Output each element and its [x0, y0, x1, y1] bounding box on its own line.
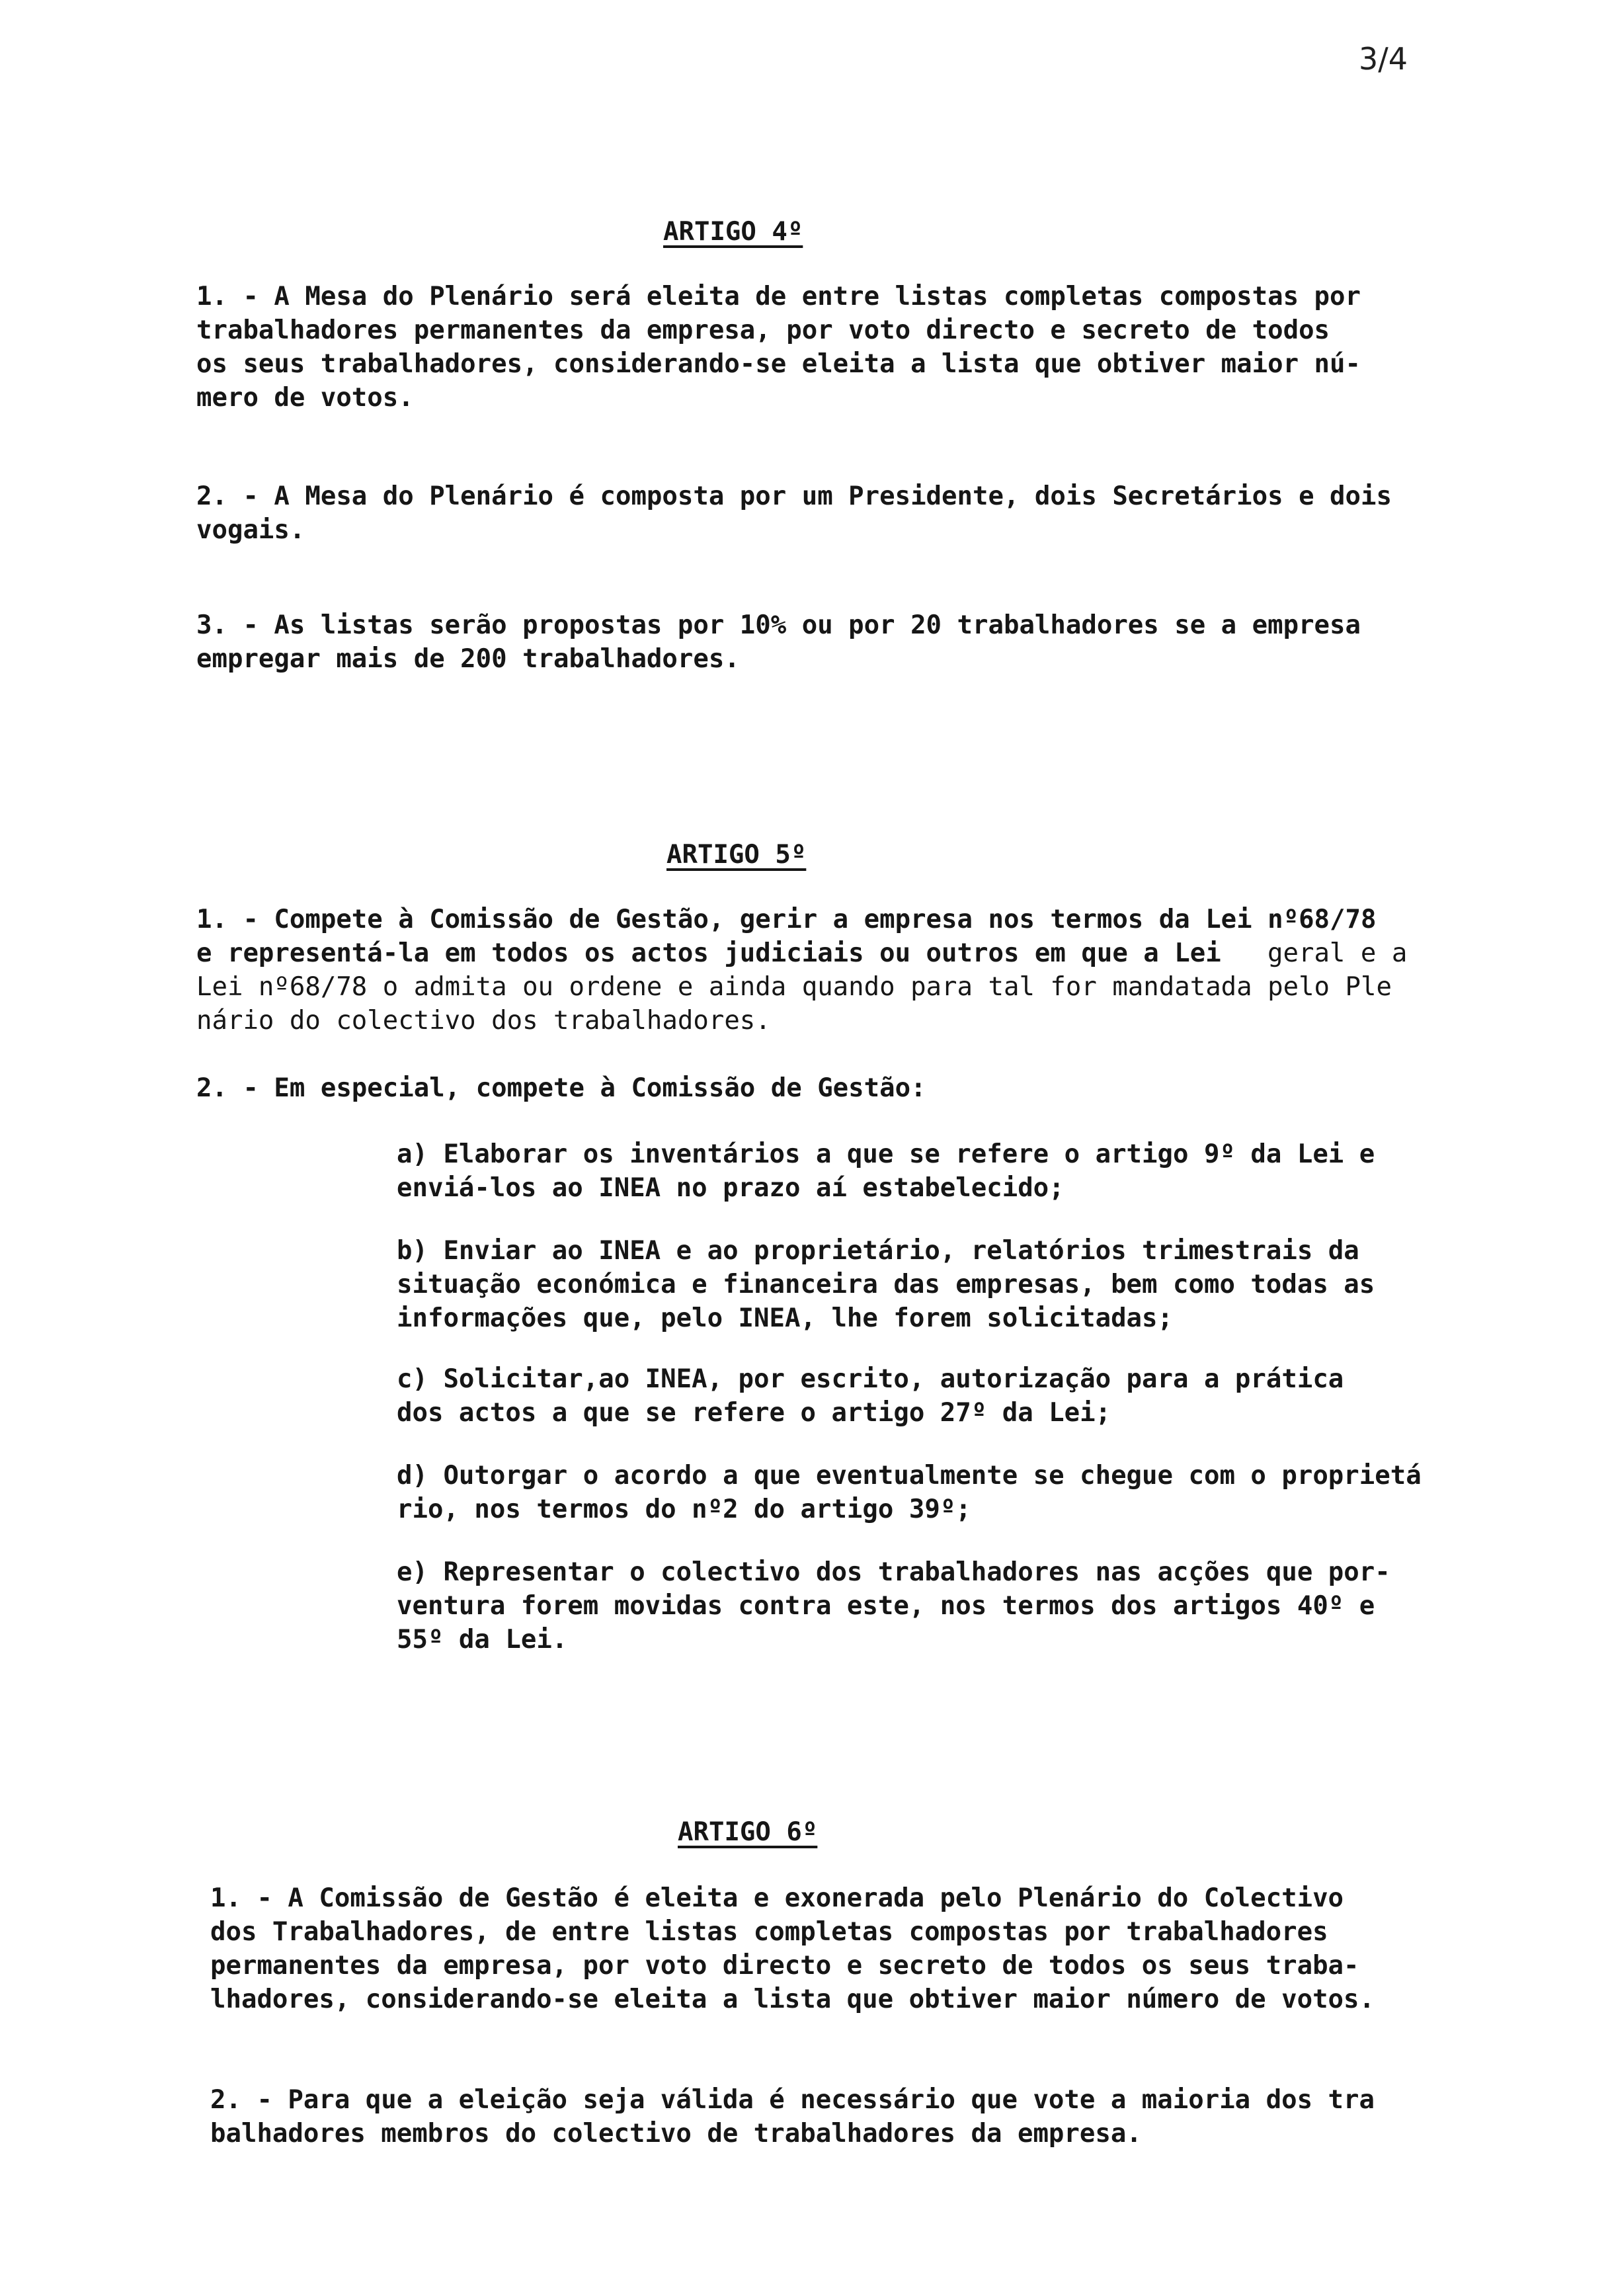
- artigo-4-paragraph-1: 1. - A Mesa do Plenário será eleita de entre listas completas compostas por trabalhadores permanentes da empresa, por voto directo e secreto de todos os seus trabalhadores, considerando-se eleita a lista que obtiver maior nú- mero de votos.: [196, 282, 1361, 413]
- artigo-4-paragraph-2: 2. - A Mesa do Plenário é composta por um Presidente, dois Secretários e dois vogais.: [196, 481, 1392, 545]
- artigo-5-paragraph-1-part-2: geral e a Lei nº68/78 o admita ou ordene e ainda quando para tal for mandatada pelo Ple nário do colectivo dos trabalhadores.: [196, 938, 1408, 1036]
- artigo-5-paragraph-1-part-1: 1. - Compete à Comissão de Gestão, gerir a empresa nos termos da Lei nº68/78 e representá-la em todos os actos judiciais ou outros em que a Lei: [196, 905, 1377, 968]
- artigo-4-heading: ARTIGO 4º: [663, 217, 803, 247]
- artigo-6-heading: ARTIGO 6º: [678, 1817, 818, 1847]
- artigo-5-item-b: b) Enviar ao INEA e ao proprietário, relatórios trimestrais da situação económica e financeira das empresas, bem como todas as informações que, pelo INEA, lhe forem solicitadas;: [397, 1236, 1375, 1333]
- artigo-5-item-e: e) Representar o colectivo dos trabalhadores nas acções que por- ventura forem movidas contra este, nos termos dos artigos 40º e 55º da Lei.: [397, 1557, 1390, 1655]
- page-number: 3/4: [1359, 41, 1408, 77]
- artigo-5-paragraph-2: 2. - Em especial, compete à Comissão de Gestão:: [196, 1073, 926, 1103]
- artigo-5-item-c: c) Solicitar,ao INEA, por escrito, autorização para a prática dos actos a que se refere o artigo 27º da Lei;: [397, 1364, 1344, 1428]
- artigo-4-paragraph-3: 3. - As listas serão propostas por 10% ou por 20 trabalhadores se a empresa empregar mais de 200 trabalhadores.: [196, 610, 1361, 674]
- artigo-5-item-d: d) Outorgar o acordo a que eventualmente se chegue com o proprietá rio, nos termos do nº2 do artigo 39º;: [397, 1461, 1422, 1524]
- artigo-5-item-a: a) Elaborar os inventários a que se refere o artigo 9º da Lei e enviá-los ao INEA no prazo aí estabelecido;: [397, 1139, 1375, 1203]
- artigo-5-heading: ARTIGO 5º: [666, 840, 807, 870]
- artigo-6-paragraph-2: 2. - Para que a eleição seja válida é necessário que vote a maioria dos tra balhadores membros do colectivo de trabalhadores da empresa.: [210, 2085, 1375, 2149]
- artigo-6-paragraph-1: 1. - A Comissão de Gestão é eleita e exonerada pelo Plenário do Colectivo dos Trabalhadores, de entre listas completas compostas por trabalhadores permanentes da empresa, por voto directo e secreto de todos os seus traba- lhadores, considerando-se eleita a lista que obtiver maior número de votos.: [210, 1883, 1375, 2014]
